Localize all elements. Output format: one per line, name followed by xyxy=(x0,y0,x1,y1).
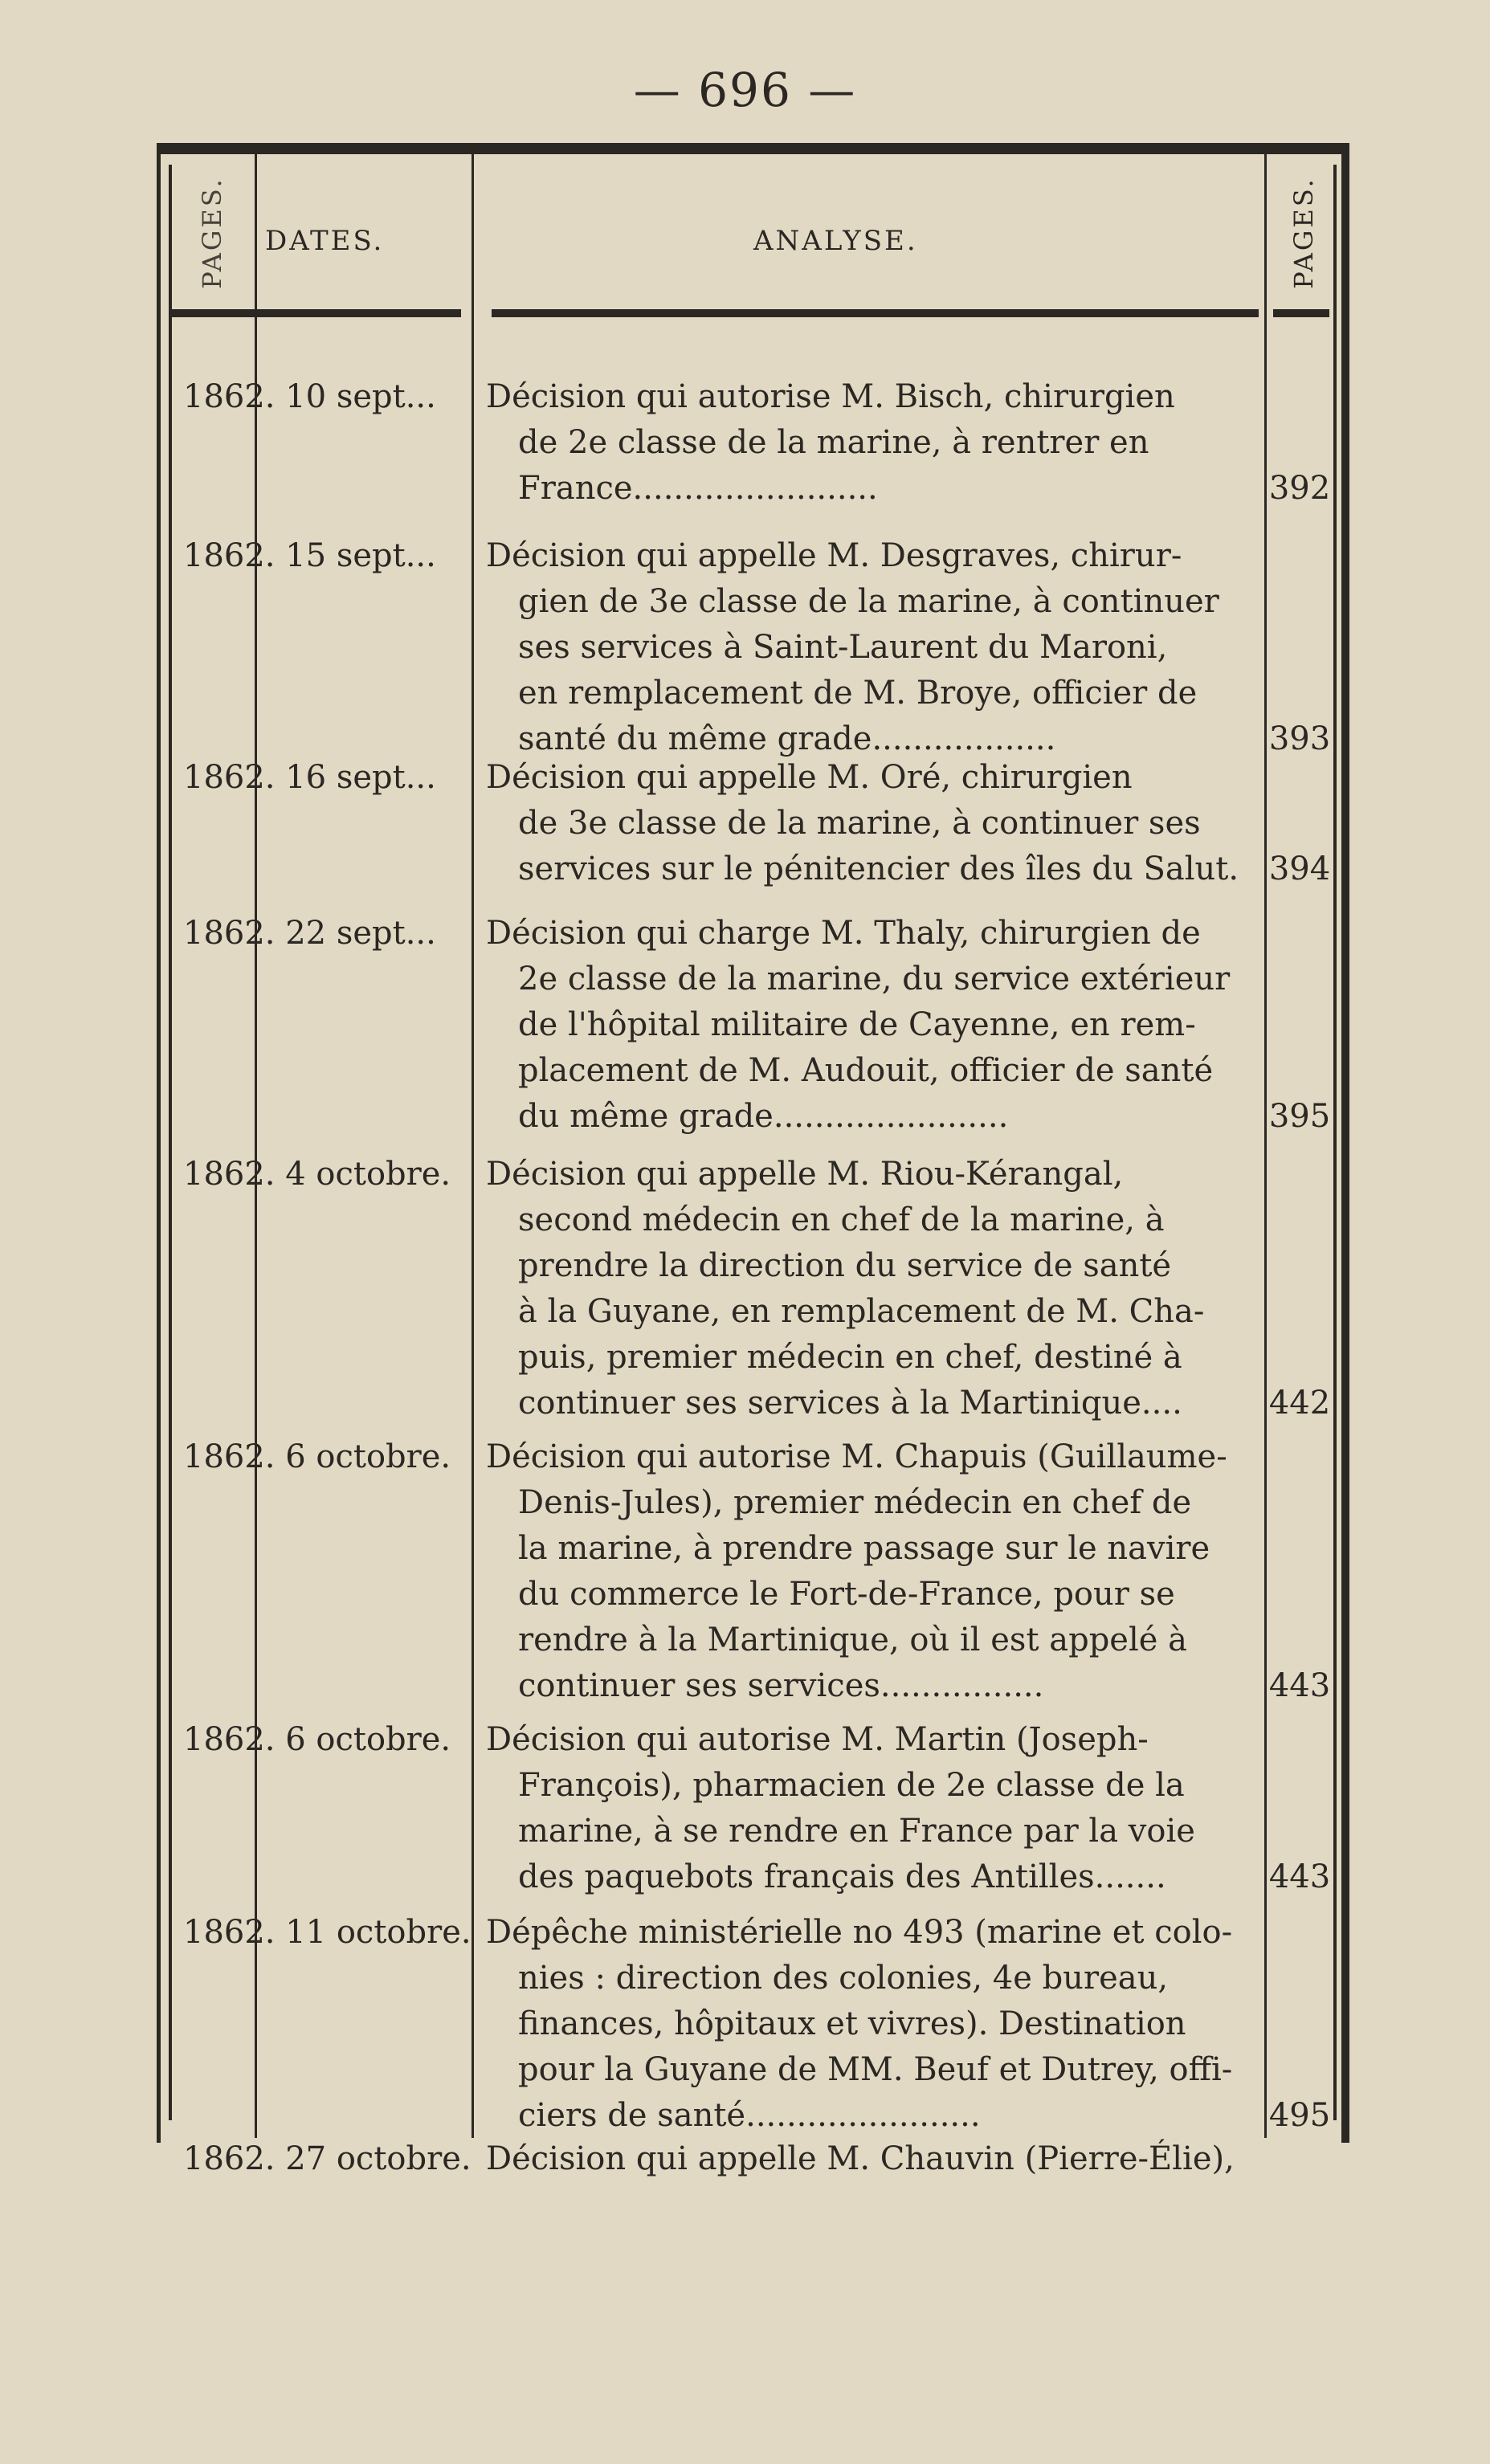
entry-line: du même grade....................... xyxy=(518,1098,1009,1135)
entry-page: 393 xyxy=(1268,720,1331,757)
entry-line: marine, à se rendre en France par la voie xyxy=(518,1813,1195,1850)
column-divider xyxy=(471,154,474,2138)
column-divider xyxy=(255,154,257,2138)
entry-line: à la Guyane, en remplacement de M. Cha- xyxy=(518,1293,1205,1330)
entry-line: finances, hôpitaux et vivres). Destination xyxy=(518,2005,1186,2042)
entry-analysis xyxy=(486,1717,1255,1900)
entry-analysis xyxy=(486,1152,1255,1426)
entry-date: 1862. 4 octobre. xyxy=(183,1156,451,1193)
inner-right-border xyxy=(1333,165,1337,2120)
entry-date: 1862. 10 sept... xyxy=(183,378,436,415)
entry-line: 2e classe de la marine, du service extérieur xyxy=(518,961,1231,997)
entry-line: de 2e classe de la marine, à rentrer en xyxy=(518,424,1149,461)
entry-line: de 3e classe de la marine, à continuer ses xyxy=(518,805,1201,842)
entry-line: services sur le pénitencier des îles du Salut. xyxy=(518,851,1239,887)
entry-line: François), pharmacien de 2e classe de la xyxy=(518,1767,1185,1804)
header-pages xyxy=(1276,161,1332,305)
entry-line: en remplacement de M. Broye, officier de xyxy=(518,675,1198,712)
entry-page: 443 xyxy=(1268,1858,1331,1895)
entry-page: 443 xyxy=(1268,1667,1331,1704)
entry-analysis xyxy=(486,374,1255,512)
entry-line: rendre à la Martinique, où il est appelé à xyxy=(518,1622,1188,1658)
entry-date: 1862. 16 sept... xyxy=(183,759,436,796)
entry-line: France........................ xyxy=(518,470,878,507)
entry-line: Décision qui appelle M. Riou-Kérangal, xyxy=(486,1156,1124,1193)
page-number: — 696 — xyxy=(633,63,857,117)
entry-line: prendre la direction du service de santé xyxy=(518,1247,1172,1284)
header-rule xyxy=(1273,309,1329,317)
entry-page: 495 xyxy=(1268,2097,1331,2134)
header-rule xyxy=(172,309,461,317)
entry-line: Décision qui autorise M. Chapuis (Guillaume- xyxy=(486,1438,1227,1475)
entry-date: 1862. 6 octobre. xyxy=(183,1721,451,1758)
entry-analysis xyxy=(486,1434,1255,1709)
entry-analysis xyxy=(486,533,1255,762)
entry-line: la marine, à prendre passage sur le navire xyxy=(518,1530,1210,1567)
entry-date: 1862. 6 octobre. xyxy=(183,1438,451,1475)
entry-line: santé du même grade.................. xyxy=(518,720,1056,757)
entry-line: Décision qui appelle M. Desgraves, chirur- xyxy=(486,537,1182,574)
entry-line: ses services à Saint-Laurent du Maroni, xyxy=(518,629,1168,666)
header-analysis: ANALYSE. xyxy=(753,225,918,257)
entry-line: des paquebots français des Antilles....... xyxy=(518,1858,1166,1895)
entry-line: second médecin en chef de la marine, à xyxy=(518,1201,1165,1238)
entry-date: 1862. 27 octobre. xyxy=(183,2140,471,2177)
entry-line: Dépêche ministérielle no 493 (marine et colo- xyxy=(486,1914,1233,1951)
entry-line: gien de 3e classe de la marine, à continuer xyxy=(518,583,1219,620)
entry-line: continuer ses services à la Martinique.... xyxy=(518,1385,1182,1422)
entry-line: Denis-Jules), premier médecin en chef de xyxy=(518,1484,1192,1521)
entry-page: 394 xyxy=(1268,851,1331,887)
entry-line: placement de M. Audouit, officier de santé xyxy=(518,1052,1214,1089)
header-left-pages xyxy=(173,161,251,305)
entry-line: puis, premier médecin en chef, destiné à xyxy=(518,1339,1182,1376)
entry-analysis xyxy=(486,911,1255,1140)
entry-line: Décision qui appelle M. Chauvin (Pierre-Élie), xyxy=(486,2140,1235,2177)
entry-date: 1862. 15 sept... xyxy=(183,537,436,574)
entry-line: Décision qui autorise M. Bisch, chirurgien xyxy=(486,378,1175,415)
entry-page: 442 xyxy=(1268,1385,1331,1422)
entry-page: 395 xyxy=(1268,1098,1331,1135)
header-left-label: PAGES. xyxy=(197,177,228,289)
entry-line: nies : direction des colonies, 4e bureau, xyxy=(518,1960,1169,1997)
inner-left-border xyxy=(169,165,172,2120)
entry-line: Décision qui appelle M. Oré, chirurgien xyxy=(486,759,1133,796)
entry-line: Décision qui charge M. Thaly, chirurgien de xyxy=(486,915,1201,952)
entry-analysis xyxy=(486,2136,1255,2182)
entry-page: 392 xyxy=(1268,470,1331,507)
entry-line: continuer ses services................ xyxy=(518,1667,1044,1704)
entry-line: de l'hôpital militaire de Cayenne, en rem- xyxy=(518,1006,1196,1043)
header-rule xyxy=(492,309,1259,317)
column-divider xyxy=(1264,154,1267,2138)
entry-analysis xyxy=(486,1910,1255,2139)
entry-line: ciers de santé....................... xyxy=(518,2097,981,2134)
entry-line: du commerce le Fort-de-France, pour se xyxy=(518,1576,1175,1613)
entry-line: Décision qui autorise M. Martin (Joseph- xyxy=(486,1721,1149,1758)
header-dates: DATES. xyxy=(265,225,385,257)
entry-date: 1862. 22 sept... xyxy=(183,915,436,952)
header-pages-label: PAGES. xyxy=(1288,177,1320,289)
entry-date: 1862. 11 octobre. xyxy=(183,1914,471,1951)
entry-analysis xyxy=(486,755,1255,892)
entry-line: pour la Guyane de MM. Beuf et Dutrey, offi- xyxy=(518,2051,1233,2088)
